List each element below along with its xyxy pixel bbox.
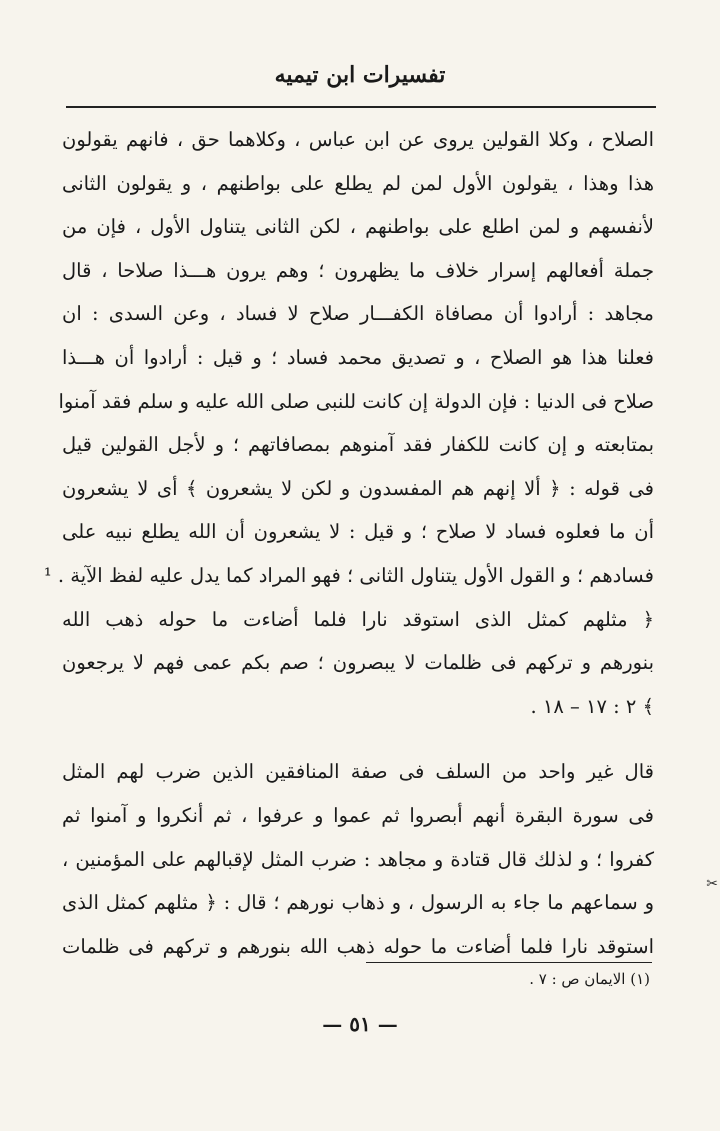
text-line: كفروا ؛ و لذلك قال قتادة و مجاهد : ضرب المثل لإقبالهم على المؤمنين ، [62,847,654,871]
text-line: أن ما فعلوه فساد لا صلاح ؛ و قيل : لا يشعرون أن الله يطلع نبيه على [62,520,654,544]
body-text [43,118,654,968]
footnote: (١) الايمان ص : ٧ . [529,970,650,988]
text-line: مجاهد : أرادوا أن مصافاة الكفـــار صلاح لا فساد ، وعن السدى : ان [62,302,654,326]
verse-line: ﴾ ٢ : ١٧ – ١٨ . [530,694,654,718]
text-line: بمتابعته و إن كانت للكفار فقد آمنوهم بمصافاتهم ؛ و لأجل القولين قيل [62,433,654,457]
page-number: — ٥١ — [322,1012,398,1036]
verse-line: ﴿ مثلهم كمثل الذى استوقد نارا فلما أضاءت ما حوله ذهب الله [62,607,654,631]
text-line: فعلنا هذا هو الصلاح ، و تصديق محمد فساد ؛ و قيل : أرادوا أن هـــذا [62,345,654,369]
text-line: هذا وهذا ، يقولون الأول لمن لم يطلع على بواطنهم ، و يقولون الثانى [62,171,654,195]
text-line: استوقد نارا فلما أضاءت ما حوله ذهب الله بنورهم و تركهم فى ظلمات [62,934,654,958]
text-line: جملة أفعالهم إسرار خلاف ما يظهرون ؛ وهم يرون هـــذا صلاحا ، قال [62,258,654,282]
text-line: لأنفسهم و لمن اطلع على بواطنهم ، لكن الثانى يتناول الأول ، فإن من [62,215,654,239]
text-line: قال غير واحد من السلف فى صفة المنافقين الذين ضرب لهم المثل [62,760,654,784]
header-rule [66,106,656,108]
text-line: فسادهم ؛ و القول الأول يتناول الثانى ؛ فهو المراد كما يدل عليه لفظ الآية . ¹ [43,563,654,587]
text-line: و سماعهم ما جاء به الرسول ، و ذهاب نورهم ؛ قال : ﴿ مثلهم كمثل الذى [62,891,654,915]
verse-line: بنورهم و تركهم فى ظلمات لا يبصرون ؛ صم بكم عمى فهم لا يرجعون [62,651,654,675]
text-line: فى قوله : ﴿ ألا إنهم هم المفسدون و لكن لا يشعرون ﴾ أى لا يشعرون [62,476,654,500]
text-line: الصلاح ، وكلا القولين يروى عن ابن عباس ، وكلاهما حق ، فانهم يقولون [62,128,654,151]
footnote-rule [366,962,652,963]
running-header: تفسيرات ابن تيميه [274,62,446,88]
text-line: صلاح فى الدنيا : فإن الدولة إن كانت للنبى صلى الله عليه و سلم فقد آمنوا [58,389,654,413]
margin-mark: ✂ [706,876,718,892]
text-line: فى سورة البقرة أنهم أبصروا ثم عموا و عرفوا ، ثم أنكروا و آمنوا ثم [62,803,654,827]
